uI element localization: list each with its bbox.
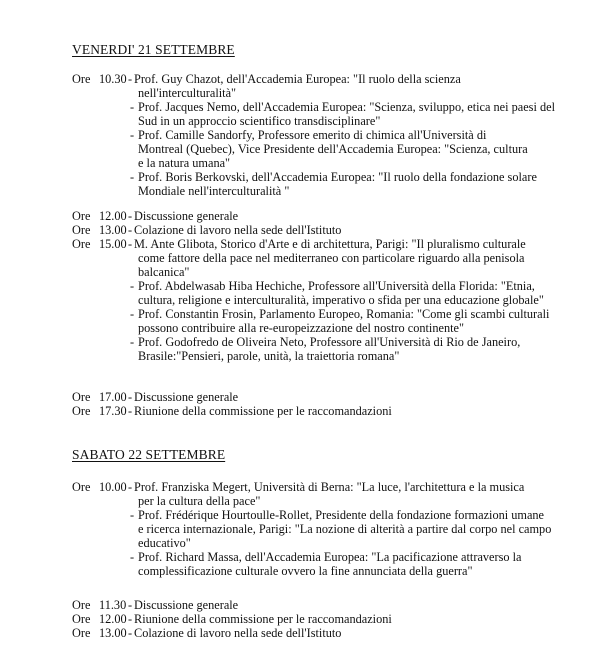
session-time: 11.30	[99, 598, 127, 612]
item-dash: -	[130, 100, 135, 114]
time-prefix: Ore	[72, 404, 91, 418]
item-dash: -	[130, 128, 135, 142]
speaker-line: Prof. Camille Sandorfy, Professore emerito di chimica all'Università di	[138, 128, 487, 142]
speaker-line: Prof. Franziska Megert, Università di Berna: "La luce, l'architettura e la musica	[134, 480, 525, 494]
talk-title-line: e la natura umana"	[138, 156, 231, 170]
item-dash: -	[130, 279, 135, 293]
time-dash: -	[128, 626, 133, 640]
time-dash: -	[128, 404, 133, 418]
item-dash: -	[130, 307, 135, 321]
speaker-line: Discussione generale	[134, 598, 239, 612]
speaker-line: Prof. Guy Chazot, dell'Accademia Europea: "Il ruolo della scienza	[134, 72, 461, 86]
speaker-line: M. Ante Glibota, Storico d'Arte e di architettura, Parigi: "Il pluralismo culturale	[134, 237, 526, 251]
time-prefix: Ore	[72, 209, 91, 223]
session-time: 17.30	[99, 404, 127, 418]
time-dash: -	[128, 480, 133, 494]
talk-title-line: nell'interculturalità"	[138, 86, 237, 100]
speaker-line: Prof. Jacques Nemo, dell'Accademia Europea: "Scienza, sviluppo, etica nei paesi del	[138, 100, 555, 114]
time-dash: -	[128, 72, 133, 86]
speaker-line: Prof. Abdelwasab Hiba Hechiche, Professore all'Università della Florida: "Etnia,	[138, 279, 535, 293]
time-prefix: Ore	[72, 390, 91, 404]
time-prefix: Ore	[72, 72, 91, 86]
talk-title-line: educativo"	[138, 536, 191, 550]
time-dash: -	[128, 390, 133, 404]
talk-title-line: e ricerca internazionale, Parigi: "La nozione di alterità a partire dal corpo nel campo	[138, 522, 552, 536]
time-dash: -	[128, 209, 133, 223]
time-prefix: Ore	[72, 626, 91, 640]
session-time: 12.00	[99, 612, 127, 626]
talk-title-line: Montreal (Quebec), Vice Presidente dell'Accademia Europea: "Scienza, cultura	[138, 142, 528, 156]
time-prefix: Ore	[72, 237, 91, 251]
time-prefix: Ore	[72, 223, 91, 237]
session-time: 13.00	[99, 223, 127, 237]
talk-title-line: possono contribuire alla re-europeizzazione del nostro continente"	[138, 321, 464, 335]
speaker-line: Prof. Constantin Frosin, Parlamento Europeo, Romania: "Come gli scambi culturali	[138, 307, 550, 321]
speaker-line: Prof. Richard Massa, dell'Accademia Europea: "La pacificazione attraverso la	[138, 550, 522, 564]
speaker-line: Discussione generale	[134, 390, 239, 404]
talk-title-line: Sud in un approccio scientifico transdisciplinare"	[138, 114, 381, 128]
time-prefix: Ore	[72, 598, 91, 612]
talk-title-line: Brasile:"Pensieri, parole, unità, la traiettoria romana"	[138, 349, 400, 363]
time-prefix: Ore	[72, 612, 91, 626]
time-prefix: Ore	[72, 480, 91, 494]
session-time: 10.00	[99, 480, 127, 494]
time-dash: -	[128, 612, 133, 626]
time-dash: -	[128, 598, 133, 612]
item-dash: -	[130, 508, 135, 522]
speaker-line: Prof. Boris Berkovski, dell'Accademia Europea: "Il ruolo della fondazione solare	[138, 170, 537, 184]
day-heading: SABATO 22 SETTEMBRE	[72, 447, 226, 462]
speaker-line: Colazione di lavoro nella sede dell'Istituto	[134, 626, 342, 640]
time-dash: -	[128, 237, 133, 251]
session-time: 17.00	[99, 390, 127, 404]
speaker-line: Riunione della commissione per le raccomandazioni	[134, 404, 392, 418]
speaker-line: Prof. Godofredo de Oliveira Neto, Professore all'Università di Rio de Janeiro,	[138, 335, 521, 349]
speaker-line: Colazione di lavoro nella sede dell'Istituto	[134, 223, 342, 237]
day-heading: VENERDI' 21 SETTEMBRE	[72, 42, 235, 57]
speaker-line: Discussione generale	[134, 209, 239, 223]
talk-title-line: come fattore della pace nel mediterraneo con particolare riguardo alla penisola	[138, 251, 525, 265]
time-dash: -	[128, 223, 133, 237]
item-dash: -	[130, 335, 135, 349]
talk-title-line: per la cultura della pace"	[138, 494, 261, 508]
item-dash: -	[130, 550, 135, 564]
session-time: 10.30	[99, 72, 127, 86]
talk-title-line: cultura, religione e interculturalità, imperativo o sfida per una educazione globale"	[138, 293, 544, 307]
talk-title-line: complessificazione culturale ovvero la fine annunciata della guerra"	[138, 564, 473, 578]
speaker-line: Prof. Frédérique Hourtoulle-Rollet, Presidente della fondazione formazioni umane	[138, 508, 545, 522]
talk-title-line: Mondiale nell'interculturalità "	[138, 184, 290, 198]
session-time: 12.00	[99, 209, 127, 223]
session-time: 15.00	[99, 237, 127, 251]
speaker-line: Riunione della commissione per le raccomandazioni	[134, 612, 392, 626]
item-dash: -	[130, 170, 135, 184]
session-time: 13.00	[99, 626, 127, 640]
talk-title-line: balcanica"	[138, 265, 190, 279]
